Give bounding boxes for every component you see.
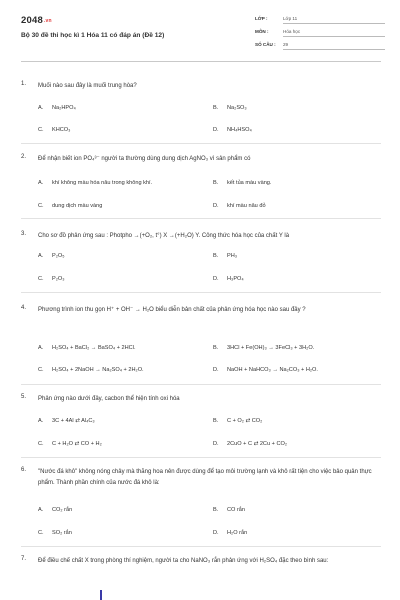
option-label: D. [213, 127, 219, 133]
header-divider [21, 61, 381, 62]
option-label: C. [38, 441, 44, 447]
option-label: B. [213, 418, 219, 424]
option-a[interactable] [38, 507, 72, 513]
option-text: 3C + 4Al ⇄ Al₄C₃ [52, 418, 95, 424]
option-label: C. [38, 127, 44, 133]
meta-subject-value: Hóa học [283, 29, 301, 34]
question-divider [21, 457, 381, 458]
option-text: P₂O₃ [52, 276, 65, 282]
question-stem: Cho sơ đồ phản ứng sau : Photpho →(+O₂, t°) X →(+H₂O) Y. Công thức hóa học của chất Y là [38, 233, 290, 239]
option-text: dung dịch màu vàng [52, 203, 103, 209]
option-text: Na₂HPO₄ [52, 105, 76, 111]
option-c[interactable] [38, 530, 72, 536]
option-text: C + O₂ ⇄ CO₂ [227, 418, 263, 424]
option-label: B. [213, 105, 219, 111]
option-label: A. [38, 180, 44, 186]
option-a[interactable] [38, 180, 152, 186]
option-label: C. [38, 276, 44, 282]
option-label: A. [38, 507, 44, 513]
meta-class-value: Lớp 11 [283, 16, 298, 21]
meta-divider [283, 36, 385, 37]
meta-divider [283, 49, 385, 50]
option-text: H₂SO₄ + 2NaOH → Na₂SO₄ + 2H₂O. [52, 367, 144, 373]
option-a[interactable] [38, 253, 65, 259]
option-d[interactable] [213, 276, 244, 282]
option-label: D. [213, 203, 219, 209]
meta-divider [283, 23, 385, 24]
question-number: 2. [21, 154, 27, 160]
question-divider [21, 384, 381, 385]
option-label: C. [38, 367, 44, 373]
option-text: C + H₂O ⇄ CO + H₂ [52, 441, 102, 447]
option-label: B. [213, 345, 219, 351]
question-stem: Để nhận biết ion PO₄³⁻ người ta thường dùng dung dịch AgNO₃ vì sản phẩm có [38, 156, 251, 162]
question-number: 6. [21, 467, 27, 473]
document-title: Bộ 30 đề thi học kì 1 Hóa 11 có đáp án (Đề 12) [21, 32, 165, 39]
option-text: kết tủa màu vàng. [227, 180, 272, 186]
option-b[interactable] [213, 180, 271, 186]
meta-subject-row [255, 27, 385, 39]
question-divider [21, 218, 381, 219]
option-label: A. [38, 253, 44, 259]
meta-count-row [255, 40, 385, 52]
option-text: 3HCl + Fe(OH)₃ → 3FeCl₃ + 3H₂O. [227, 345, 315, 351]
option-text: SO₂ rắn [52, 530, 72, 536]
question-number: 3. [21, 231, 27, 237]
option-d[interactable] [213, 203, 266, 209]
option-b[interactable] [213, 105, 247, 111]
question-number: 4. [21, 305, 27, 311]
option-label: B. [213, 180, 219, 186]
option-d[interactable] [213, 127, 252, 133]
option-text: P₂O₅ [52, 253, 65, 259]
meta-class-key: LỚP : [255, 16, 268, 21]
question-stem: Để điều chế chất X trong phòng thí nghiệm, người ta cho NaNO₃ rắn phản ứng với H₂SO₄ đặc theo bình sau: [38, 558, 329, 564]
question-stem: Phản ứng nào dưới đây, cacbon thể hiện tính oxi hóa [38, 396, 180, 402]
option-b[interactable] [213, 253, 237, 259]
option-label: D. [213, 276, 219, 282]
document-header [0, 0, 400, 58]
question-stem: Muối nào sau đây là muối trung hòa? [38, 83, 137, 89]
question-stem: Phương trình ion thu gọn H⁺ + OH⁻ → H₂O biểu diễn bản chất của phản ứng hóa học nào sau đây ? [38, 307, 306, 313]
meta-subject-key: MÔN : [255, 29, 269, 34]
option-c[interactable] [38, 276, 65, 282]
option-c[interactable] [38, 127, 70, 133]
option-text: NaOH + NaHCO₃ → Na₂CO₃ + H₂O. [227, 367, 318, 373]
option-text: Na₂SO₃ [227, 105, 247, 111]
option-c[interactable] [38, 441, 102, 447]
option-d[interactable] [213, 530, 247, 536]
question-divider [21, 546, 381, 547]
option-text: PH₃ [227, 253, 238, 259]
question-number: 7. [21, 556, 27, 562]
option-b[interactable] [213, 345, 314, 351]
option-text: H₂SO₄ + BaCl₂ → BaSO₄ + 2HCl. [52, 345, 136, 351]
question-divider [21, 143, 381, 144]
option-text: CO₂ rắn [52, 507, 73, 513]
option-text: khí màu nâu đỏ [227, 203, 266, 209]
text-cursor [100, 590, 102, 600]
option-d[interactable] [213, 367, 318, 373]
meta-class-row [255, 14, 385, 26]
option-label: C. [38, 530, 44, 536]
option-label: A. [38, 418, 44, 424]
option-b[interactable] [213, 507, 245, 513]
option-text: khí không màu hóa nâu trong không khí. [52, 180, 153, 186]
site-logo[interactable] [21, 15, 52, 26]
option-text: H₂O rắn [227, 530, 248, 536]
question-divider [21, 292, 381, 293]
question-stem: "Nước đá khô" không nóng chảy mà thăng hoa nên được dùng để tạo môi trường lạnh và khô rất tiện cho việc bảo quản thực phẩm. Thành phần chính của nước đá khô là: [38, 469, 372, 486]
question-number: 5. [21, 394, 27, 400]
option-text: CO rắn [227, 507, 246, 513]
option-label: A. [38, 345, 44, 351]
option-b[interactable] [213, 418, 262, 424]
logo-text: 2048 [21, 15, 43, 26]
option-label: D. [213, 530, 219, 536]
option-text: 2CuO + C ⇄ 2Cu + CO₂ [227, 441, 288, 447]
option-a[interactable] [38, 418, 95, 424]
option-label: D. [213, 441, 219, 447]
option-label: D. [213, 367, 219, 373]
meta-count-key: SỐ CÂU : [255, 42, 276, 47]
option-text: KHCO₃ [52, 127, 71, 133]
option-a[interactable] [38, 345, 136, 351]
option-text: NH₄HSO₄ [227, 127, 252, 133]
question-number: 1. [21, 81, 27, 87]
option-label: B. [213, 253, 219, 259]
option-text: H₃PO₄ [227, 276, 244, 282]
option-label: B. [213, 507, 219, 513]
option-label: A. [38, 105, 44, 111]
logo-suffix: .vn [43, 18, 52, 24]
option-label: C. [38, 203, 44, 209]
option-c[interactable] [38, 367, 144, 373]
option-c[interactable] [38, 203, 102, 209]
option-d[interactable] [213, 441, 287, 447]
meta-count-value: 29 [283, 42, 289, 47]
option-a[interactable] [38, 105, 76, 111]
